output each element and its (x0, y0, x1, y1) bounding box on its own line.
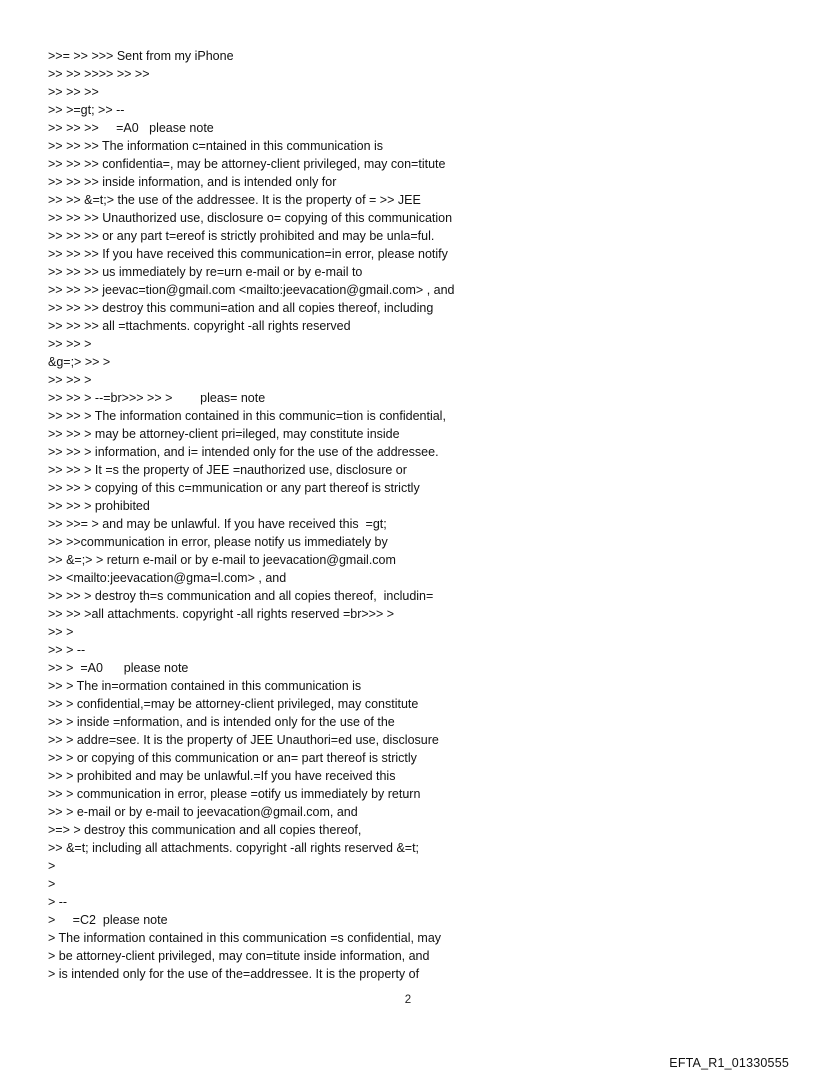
email-line: >> > inside =nformation, and is intended only for the use of the (48, 715, 395, 729)
email-line: >> >> >all attachments. copyright -all rights reserved =br>>> > (48, 607, 395, 621)
email-line: >> >> > (48, 373, 92, 387)
email-line: >> >> > The information contained in this communic=tion is confidential, (48, 409, 446, 423)
email-line: >> >> > (48, 337, 92, 351)
email-line: >> >> >> The information c=ntained in this communication is (48, 139, 384, 153)
email-line: >> > The in=ormation contained in this communication is (48, 679, 362, 693)
email-line: > be attorney-client privileged, may con=titute inside information, and (48, 949, 430, 963)
page-number: 2 (404, 994, 412, 1006)
email-line: >> >> &=t;> the use of the addressee. It is the property of = >> JEE (48, 193, 421, 207)
email-line: > The information contained in this communication =s confidential, may (48, 931, 442, 945)
email-line: >> >> >>>> >> >> (48, 67, 150, 81)
email-line: >> >> >> Unauthorized use, disclosure o= copying of this communication (48, 211, 453, 225)
email-line: > (48, 859, 56, 873)
email-line: >> >> > destroy th=s communication and all copies thereof, includin= (48, 589, 434, 603)
email-line: >> &=;> > return e-mail or by e-mail to jeevacation@gmail.com (48, 553, 396, 567)
email-line: >> > (48, 625, 74, 639)
email-line: >> > =A0 please note (48, 661, 189, 675)
email-line: >> >> >> inside information, and is intended only for (48, 175, 337, 189)
email-line: >> > addre=see. It is the property of JEE Unauthori=ed use, disclosure (48, 733, 439, 747)
email-line: >> > confidential,=may be attorney-client privileged, may constitute (48, 697, 419, 711)
email-line: >> > or copying of this communication or an= part thereof is strictly (48, 751, 417, 765)
email-line: >> &=t; including all attachments. copyright -all rights reserved &=t; (48, 841, 420, 855)
email-body (48, 47, 768, 983)
email-line: &g=;> >> > (48, 355, 111, 369)
email-line: >> >> >> or any part t=ereof is strictly prohibited and may be unla=ful. (48, 229, 435, 243)
email-line: >> >=gt; >> -- (48, 103, 125, 117)
email-line: >> <mailto:jeevacation@gma=l.com> , and (48, 571, 287, 585)
email-line: >> >> > information, and i= intended only for the use of the addressee. (48, 445, 439, 459)
email-line: > is intended only for the use of the=addressee. It is the property of (48, 967, 420, 981)
email-line: >> >> >> =A0 please note (48, 121, 214, 135)
email-line: >> > -- (48, 643, 86, 657)
email-line: > (48, 877, 56, 891)
email-line: >=> > destroy this communication and all copies thereof, (48, 823, 362, 837)
email-line: >> >> >> (48, 85, 99, 99)
email-line: >>= >> >>> Sent from my iPhone (48, 49, 234, 63)
email-line: >> >> > It =s the property of JEE =nauthorized use, disclosure or (48, 463, 407, 477)
email-line: >> > e-mail or by e-mail to jeevacation@gmail.com, and (48, 805, 358, 819)
email-line: >> >> > --=br>>> >> > pleas= note (48, 391, 266, 405)
email-line: >> > prohibited and may be unlawful.=If you have received this (48, 769, 396, 783)
email-line: >> >> >> confidentia=, may be attorney-client privileged, may con=titute (48, 157, 446, 171)
email-line: > -- (48, 895, 68, 909)
email-line: >> >> > may be attorney-client pri=ileged, may constitute inside (48, 427, 400, 441)
email-line: >> >> >> us immediately by re=urn e-mail or by e-mail to (48, 265, 363, 279)
bates-number: EFTA_R1_01330555 (669, 1056, 789, 1070)
email-line: >> >> > copying of this c=mmunication or any part thereof is strictly (48, 481, 420, 495)
email-line: >> >>= > and may be unlawful. If you have received this =gt; (48, 517, 387, 531)
email-line: >> >> >> jeevac=tion@gmail.com <mailto:jeevacation@gmail.com> , and (48, 283, 455, 297)
email-line: > =C2 please note (48, 913, 168, 927)
email-line: >> >> > prohibited (48, 499, 150, 513)
email-line: >> >> >> destroy this communi=ation and all copies thereof, including (48, 301, 434, 315)
email-line: >> >> >> all =ttachments. copyright -all rights reserved (48, 319, 351, 333)
email-line: >> >> >> If you have received this communication=in error, please notify (48, 247, 448, 261)
email-line: >> >>communication in error, please notify us immediately by (48, 535, 388, 549)
email-line: >> > communication in error, please =otify us immediately by return (48, 787, 421, 801)
